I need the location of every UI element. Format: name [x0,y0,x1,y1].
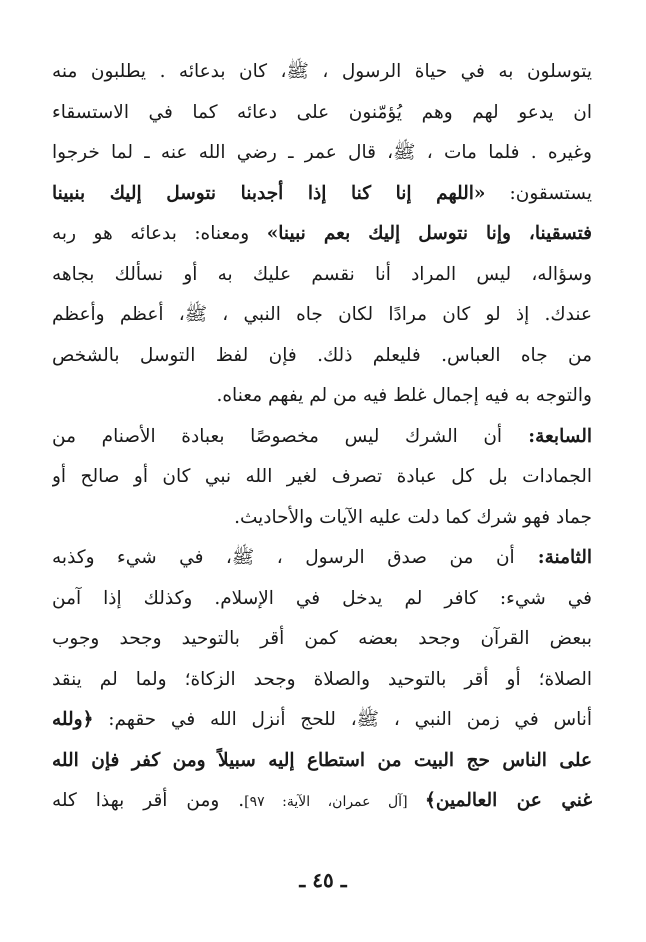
text-run: وسؤاله، ليس المراد أنا نقسم عليك به أو نسألك بجاهه [52,263,592,285]
section-heading: الثامنة: [514,547,592,568]
body-text [52,52,592,822]
text-run: أن من صدق الرسول ، ﷺ، في شيء وكذبه [52,547,515,568]
text-run: «اللهم إنا كنا إذا أجدبنا نتوسل إليك بنبينا [52,182,486,204]
text-run: الصلاة؛ أو أقر بالتوحيد والصلاة وجحد الزكاة؛ ولما لم ينقد [52,668,592,690]
text-run: غني عن العالمين﴾ [425,790,592,811]
text-run: يستسقون: [485,182,592,204]
text-line [52,255,592,296]
text-run: ومعناه: بدعائه هو ربه [52,223,267,244]
text-line [52,336,592,377]
text-run: على الناس حج البيت من استطاع إليه سبيلاً ومن كفر فإن الله [52,749,592,771]
text-line [52,538,592,579]
text-line [52,498,592,539]
text-line [52,52,592,93]
text-run: . ومن أقر بهذا كله [52,790,245,811]
text-line [52,295,592,336]
text-line [52,93,592,134]
text-run: الجمادات بل كل عبادة تصرف لغير الله نبي كان أو صالح أو [52,466,592,487]
text-run: وغيره . فلما مات ، ﷺ، قال عمر ـ رضي الله عنه ـ لما خرجوا [52,142,592,163]
text-line [52,457,592,498]
text-run: من جاه العباس. فليعلم ذلك. فإن لفظ التوسل بالشخص [52,344,592,366]
text-line [52,174,592,215]
text-run: أن الشرك ليس مخصوصًا بعبادة الأصنام من [52,425,503,447]
text-line [52,579,592,620]
text-line [52,741,592,782]
text-line [52,133,592,174]
text-line [52,781,592,822]
verse-reference: [آل عمران، الآية: ٩٧] [244,794,426,810]
text-run: جماد فهو شرك كما دلت عليه الآيات والأحاديث. [234,506,592,528]
page-number: ـ ٤٥ ـ [299,868,347,892]
text-run: ان يدعو لهم وهم يُؤمّنون على دعائه كما في الاستسقاء [52,101,592,123]
text-run: في شيء: كافر لم يدخل في الإسلام. وكذلك إذا آمن [52,587,592,609]
text-line [52,376,592,417]
text-run: ﴿ولله [52,709,94,730]
text-line [52,214,592,255]
text-run: أناس في زمن النبي ، ﷺ، للحج أنزل الله في حقهم: [93,709,592,730]
text-line [52,619,592,660]
text-line [52,700,592,741]
text-run: والتوجه به فيه إجمال غلط فيه من لم يفهم معناه. [216,385,592,406]
text-run: يتوسلون به في حياة الرسول ، ﷺ، كان بدعائه . يطلبون منه [52,61,592,82]
text-run: فتسقينا، وإنا نتوسل إليك بعم نبينا» [266,223,592,244]
section-heading: السابعة: [502,425,592,447]
text-run: عندك. إذ لو كان مرادًا لكان جاه النبي ، ﷺ، أعظم وأعظم [52,304,592,325]
text-line [52,417,592,458]
text-line [52,660,592,701]
text-run: ببعض القرآن وجحد بعضه كمن أقر بالتوحيد وجحد وجوب [52,628,592,649]
